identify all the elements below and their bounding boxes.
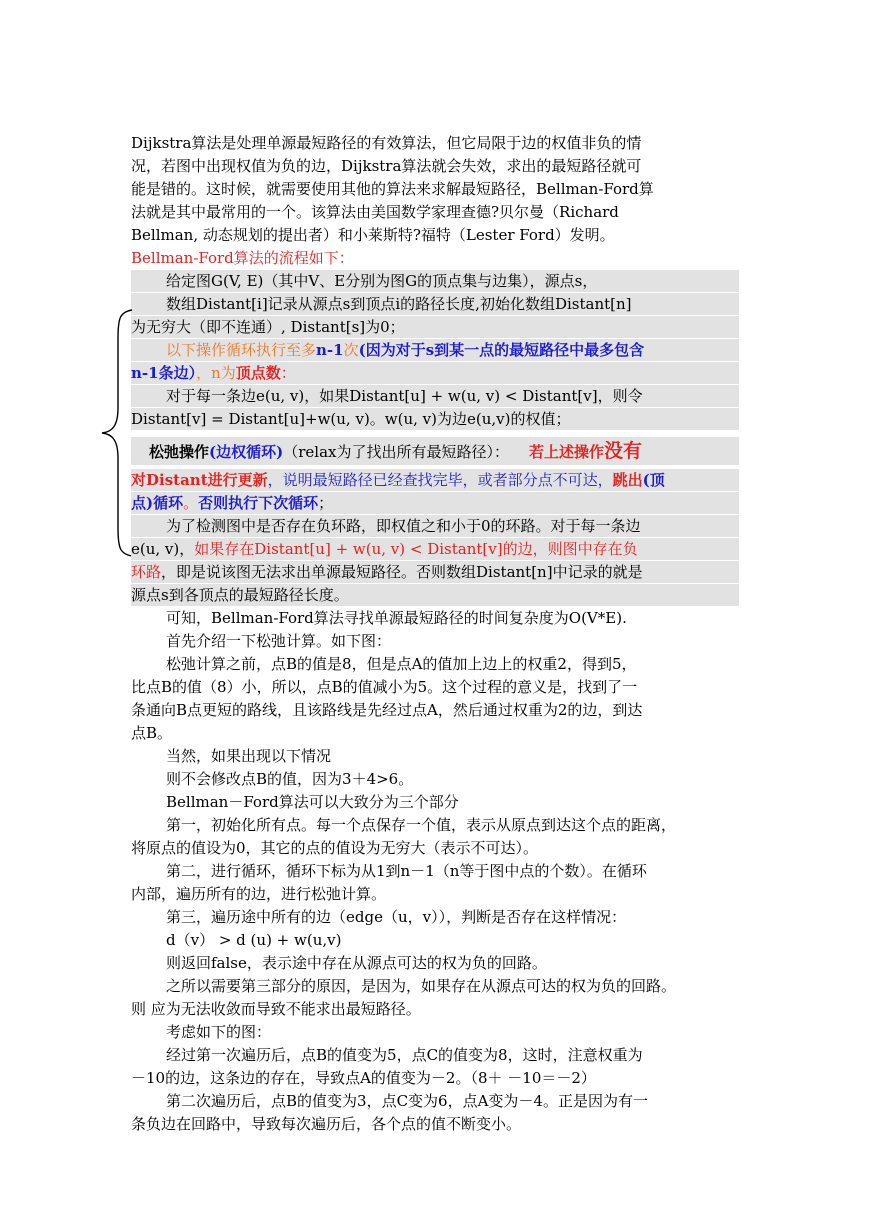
update-line-1 [131, 469, 739, 491]
update-text-e: 点)循环 [131, 494, 184, 512]
intro-line-5: Bellman, 动态规划的提出者）和小莱斯特?福特（Lester Ford）发明。 [131, 226, 615, 244]
neg-check-line-4 [131, 584, 739, 606]
relax-op-desc: （relax为了找出所有最短路径）： [283, 443, 509, 461]
neg-check-text-3b: ，即是说该图无法求出单源最短路径。否则数组Distant[n]中记录的就是 [161, 563, 643, 581]
intro-line-4: 法就是其中最常用的一个。该算法由美国数学家理查德?贝尔曼（Richard [131, 203, 619, 221]
intro-line-3: 能是错的。这时候，就需要使用其他的算法来求解最短路径，Bellman-Ford算 [131, 180, 654, 198]
update-text-a: 对Distant进行更新 [131, 471, 268, 489]
step-2-line-2 [131, 316, 739, 338]
body-line: 第二次遍历后，点B的值变为3，点C变为6，点A变为－4。正是因为有一 [166, 1092, 648, 1110]
body-line: 比点B的值（8）小，所以，点B的值减小为5。这个过程的意义是，找到了一 [131, 678, 638, 696]
neg-check-text-2b: 如果存在Distant[u] + w(u, v) < Distant[v]的边，则图中存在负 [194, 540, 638, 558]
relax-op-edge-loop: (边权循环) [209, 443, 284, 461]
body-line: 则不会修改点B的值，因为3＋4>6。 [166, 770, 414, 788]
loop-text-e: n-1条边） [131, 364, 197, 382]
update-text-f: 。 [183, 494, 199, 512]
body-line: 当然，如果出现以下情况 [166, 747, 332, 765]
body-line: 第一，初始化所有点。每一个点保存一个值，表示从原点到达这个点的距离， [166, 816, 677, 834]
step-2-line-1 [131, 293, 739, 315]
loop-text-d: (因为对于s到某一点的最短路径中最多包含 [358, 341, 645, 359]
relax-rule-line-1 [131, 385, 739, 407]
flow-heading-text: Bellman-Ford算法的流程如下： [131, 249, 354, 267]
loop-text-n: n-1 [316, 341, 344, 359]
step-2-text-1: 数组Distant[i]记录从源点s到顶点i的路径长度,初始化数组Distant[n] [166, 295, 632, 313]
body-line: 内部，遍历所有的边，进行松弛计算。 [131, 885, 387, 903]
update-text-g: 否则执行下次循环 [198, 494, 319, 512]
update-text-d: (顶 [642, 471, 665, 489]
body-line: 松弛计算之前，点B的值是8，但是点A的值加上边上的权重2，得到5， [166, 655, 637, 673]
update-text-c: 跳出 [612, 471, 643, 489]
neg-check-text-4: 源点s到各顶点的最短路径长度。 [131, 586, 349, 604]
body-line: Bellman－Ford算法可以大致分为三个部分 [166, 793, 459, 811]
body-line: 之所以需要第三部分的原因，是因为，如果存在从源点可达的权为负的回路。 [166, 977, 677, 995]
body-line: 点B。 [131, 724, 173, 742]
body-line: d（v） > d (u) + w(u,v) [166, 931, 342, 949]
neg-check-text-3a: 环路 [131, 563, 162, 581]
relax-rule-text-2: Distant[v] = Distant[u]+w(u, v)。w(u, v)为边e(u,v)的权值； [131, 410, 571, 428]
step-1-text: 给定图G(V, E)（其中V、E分别为图G的顶点集与边集），源点s， [166, 272, 598, 290]
neg-check-line-2 [131, 538, 739, 560]
relax-op-none: 没有 [603, 440, 642, 462]
loop-text-h: ： [280, 364, 296, 382]
relax-op-line [131, 437, 739, 465]
body-line: 则 应为无法收敛而导致不能求出最短路径。 [131, 1000, 421, 1018]
body-line: 条负边在回路中，导致每次遍历后，各个点的值不断变小。 [131, 1115, 522, 1133]
relax-rule-line-2 [131, 408, 739, 430]
body-line: 第二，进行循环，循环下标为从1到n－1（n等于图中点的个数）。在循环 [166, 862, 647, 880]
step-1-line [131, 270, 739, 292]
loop-text-f: ，n为 [196, 364, 236, 382]
update-text-b: ，说明最短路径已经查找完毕，或者部分点不可达， [267, 471, 613, 489]
update-text-h: ； [318, 494, 334, 512]
body-line: 则返回false，表示途中存在从源点可达的权为负的回路。 [166, 954, 547, 972]
intro-line-1: Dijkstra算法是处理单源最短路径的有效算法，但它局限于边的权值非负的情 [131, 134, 642, 152]
loop-text-c: 次 [343, 341, 359, 359]
neg-check-line-3 [131, 561, 739, 583]
body-line: 第三，遍历途中所有的边（edge（u，v）），判断是否存在这样情况： [166, 908, 627, 926]
intro-line-2: 况，若图中出现权值为负的边，Dijkstra算法就会失效，求出的最短路径就可 [131, 157, 642, 175]
body-line: 将原点的值设为0，其它的点的值设为无穷大（表示不可达）。 [131, 839, 539, 857]
body-line: －10的边，这条边的存在，导致点A的值变为－2。（8＋ －10＝－2） [131, 1069, 596, 1087]
relax-op-label: 松弛操作 [149, 443, 210, 461]
relax-op-if: 若上述操作 [528, 443, 604, 461]
body-line: 可知，Bellman-Ford算法寻找单源最短路径的时间复杂度为O(V*E). [166, 609, 627, 627]
step-2-text-2: 为无穷大（即不连通）, Distant[s]为0； [131, 318, 405, 336]
loop-text-a: 以下操作循环执行至多 [166, 341, 317, 359]
loop-line-2 [131, 362, 739, 384]
update-line-2 [131, 492, 739, 514]
loop-text-g: 顶点数 [235, 364, 281, 382]
relax-rule-text-1: 对于每一条边e(u, v)，如果Distant[u] + w(u, v) < Distant[v]，则令 [166, 387, 643, 405]
body-line: 条通向B点更短的路线，且该路线是先经过点A，然后通过权重为2的边，到达 [131, 701, 643, 719]
body-line: 经过第一次遍历后，点B的值变为5，点C的值变为8，这时，注意权重为 [166, 1046, 643, 1064]
body-line: 考虑如下的图： [166, 1023, 272, 1041]
body-line: 首先介绍一下松弛计算。如下图： [166, 632, 392, 650]
neg-check-text-2a: e(u, v)， [131, 540, 195, 558]
neg-check-line-1 [131, 515, 739, 537]
loop-line-1 [131, 339, 739, 361]
neg-check-text-1: 为了检测图中是否存在负环路，即权值之和小于0的环路。对于每一条边 [166, 517, 641, 535]
flow-heading [131, 247, 739, 269]
